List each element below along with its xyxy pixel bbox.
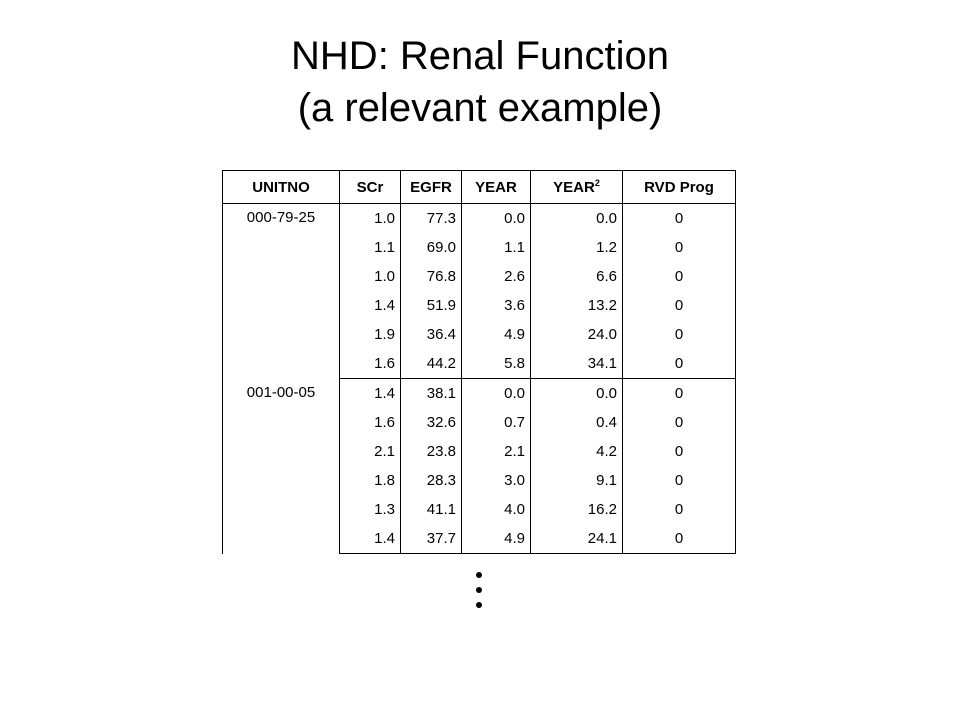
cell-year: 3.0: [462, 466, 531, 495]
cell-rvd-prog: 0: [623, 495, 736, 524]
cell-rvd-prog: 0: [623, 204, 736, 234]
cell-egfr: 28.3: [401, 466, 462, 495]
cell-year: 0.7: [462, 408, 531, 437]
cell-year: 3.6: [462, 291, 531, 320]
cell-rvd-prog: 0: [623, 320, 736, 349]
cell-year-squared: 4.2: [531, 437, 623, 466]
cell-rvd-prog: 0: [623, 437, 736, 466]
cell-year-squared: 0.0: [531, 379, 623, 409]
vertical-ellipsis-icon: [474, 572, 484, 616]
header-rvd-prog: RVD Prog: [623, 171, 736, 204]
ellipsis-dot: [476, 587, 482, 593]
cell-unitno: 000-79-25: [223, 204, 340, 379]
title-line-2: (a relevant example): [297, 86, 663, 130]
cell-rvd-prog: 0: [623, 233, 736, 262]
cell-year: 0.0: [462, 379, 531, 409]
cell-rvd-prog: 0: [623, 349, 736, 379]
cell-year: 1.1: [462, 233, 531, 262]
cell-egfr: 51.9: [401, 291, 462, 320]
cell-scr: 1.1: [340, 233, 401, 262]
cell-rvd-prog: 0: [623, 466, 736, 495]
cell-year: 4.9: [462, 524, 531, 554]
cell-scr: 1.0: [340, 204, 401, 234]
cell-year-squared: 34.1: [531, 349, 623, 379]
cell-year-squared: 6.6: [531, 262, 623, 291]
cell-scr: 1.3: [340, 495, 401, 524]
header-egfr: EGFR: [401, 171, 462, 204]
cell-year: 2.6: [462, 262, 531, 291]
cell-egfr: 69.0: [401, 233, 462, 262]
cell-year-squared: 0.4: [531, 408, 623, 437]
cell-year: 5.8: [462, 349, 531, 379]
header-scr: SCr: [340, 171, 401, 204]
cell-year-squared: 9.1: [531, 466, 623, 495]
title-line-1: NHD: Renal Function: [291, 34, 669, 78]
header-year-squared: [531, 171, 623, 204]
cell-egfr: 32.6: [401, 408, 462, 437]
cell-scr: 1.9: [340, 320, 401, 349]
ellipsis-dot: [476, 602, 482, 608]
cell-unitno: 001-00-05: [223, 379, 340, 554]
cell-egfr: 38.1: [401, 379, 462, 409]
ellipsis-dot: [476, 572, 482, 578]
cell-scr: 2.1: [340, 437, 401, 466]
cell-year-squared: 24.0: [531, 320, 623, 349]
cell-year: 0.0: [462, 204, 531, 234]
cell-year-squared: 16.2: [531, 495, 623, 524]
table-body: [223, 204, 736, 554]
cell-year: 4.9: [462, 320, 531, 349]
cell-year: 2.1: [462, 437, 531, 466]
cell-egfr: 44.2: [401, 349, 462, 379]
cell-egfr: 23.8: [401, 437, 462, 466]
cell-rvd-prog: 0: [623, 524, 736, 554]
cell-scr: 1.6: [340, 408, 401, 437]
cell-scr: 1.0: [340, 262, 401, 291]
cell-scr: 1.8: [340, 466, 401, 495]
cell-year-squared: 1.2: [531, 233, 623, 262]
cell-egfr: 76.8: [401, 262, 462, 291]
header-year: YEAR: [462, 171, 531, 204]
cell-scr: 1.6: [340, 349, 401, 379]
slide-title: [0, 30, 960, 134]
cell-year: 4.0: [462, 495, 531, 524]
cell-egfr: 77.3: [401, 204, 462, 234]
renal-function-table: [222, 170, 736, 554]
table-row: [223, 379, 736, 409]
cell-scr: 1.4: [340, 524, 401, 554]
cell-egfr: 41.1: [401, 495, 462, 524]
cell-scr: 1.4: [340, 291, 401, 320]
cell-egfr: 37.7: [401, 524, 462, 554]
cell-egfr: 36.4: [401, 320, 462, 349]
header-row: [223, 171, 736, 204]
table-row: [223, 204, 736, 234]
cell-rvd-prog: 0: [623, 262, 736, 291]
header-year-squared-base: YEAR: [553, 178, 595, 196]
cell-rvd-prog: 0: [623, 379, 736, 409]
cell-year-squared: 24.1: [531, 524, 623, 554]
cell-year-squared: 0.0: [531, 204, 623, 234]
cell-rvd-prog: 0: [623, 408, 736, 437]
cell-scr: 1.4: [340, 379, 401, 409]
header-unitno: UNITNO: [223, 171, 340, 204]
cell-rvd-prog: 0: [623, 291, 736, 320]
cell-year-squared: 13.2: [531, 291, 623, 320]
header-year-squared-exponent: 2: [594, 177, 600, 188]
